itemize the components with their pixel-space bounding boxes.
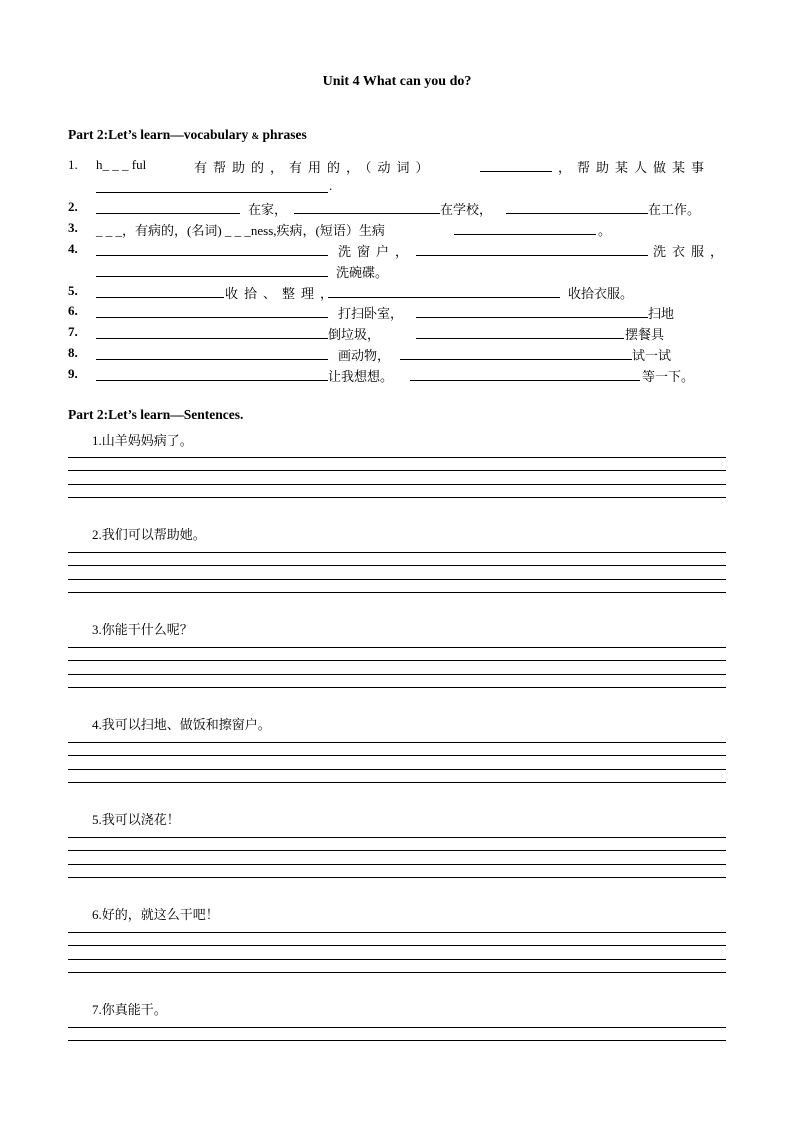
vocab-gloss: 收拾衣服。: [568, 286, 634, 301]
answer-blank[interactable]: [96, 345, 328, 360]
answer-blank[interactable]: [294, 199, 440, 214]
sentence-prompt: 4.我可以扫地、做饭和擦窗户。: [92, 717, 271, 732]
vocab-row-4-continued: [68, 262, 726, 282]
vocab-gloss: 有帮助的，有用的，（动词）: [194, 160, 435, 175]
vocab-number: 1.: [68, 157, 78, 172]
answer-blank[interactable]: [506, 199, 648, 214]
vocab-gloss: 让我想想。: [328, 369, 394, 384]
writing-line[interactable]: [68, 742, 726, 743]
vocab-gloss: 在工作。: [648, 202, 701, 217]
writing-line[interactable]: [68, 864, 726, 865]
vocab-row-2: [68, 199, 726, 219]
answer-blank[interactable]: [416, 324, 624, 339]
writing-line[interactable]: [68, 972, 726, 973]
writing-line[interactable]: [68, 932, 726, 933]
answer-blank[interactable]: [96, 366, 328, 381]
vocab-row-8: [68, 345, 726, 365]
vocab-gloss: 洗碗碟。: [336, 265, 389, 280]
vocab-row-5: [68, 283, 726, 303]
vocab-number: 8.: [68, 345, 78, 360]
vocab-section-heading: [68, 127, 307, 143]
sent-heading-main: Part 2:Let’s learn: [68, 407, 171, 422]
answer-blank[interactable]: [96, 324, 328, 339]
writing-line[interactable]: [68, 687, 726, 688]
writing-line[interactable]: [68, 552, 726, 553]
vocab-gloss: 扫地: [648, 306, 675, 321]
vocab-gloss: 。: [598, 223, 612, 238]
vocab-gloss: 在家，: [248, 202, 288, 217]
vocab-row-7: [68, 324, 726, 344]
vocab-gloss: 收拾、整理，: [225, 286, 340, 301]
sentence-prompt: 5.我可以浇花！: [92, 812, 180, 827]
sentence-prompt: 7.你真能干。: [92, 1002, 167, 1017]
sent-heading-tail: Sentences.: [183, 407, 244, 422]
vocab-gloss: 打扫卧室，: [338, 306, 404, 321]
writing-line[interactable]: [68, 484, 726, 485]
writing-line[interactable]: [68, 565, 726, 566]
vocab-gloss: 倒垃圾，: [328, 327, 381, 342]
writing-line[interactable]: [68, 782, 726, 783]
sentence-prompt: 6.好的，就这么干吧！: [92, 907, 219, 922]
writing-line[interactable]: [68, 959, 726, 960]
writing-line[interactable]: [68, 769, 726, 770]
vocab-number: 5.: [68, 283, 78, 298]
vocab-gloss: _ _ _，有病的，(名词) _ _ _ness,疾病，(短语）生病: [96, 223, 385, 238]
sentence-prompt: 1.山羊妈妈病了。: [92, 433, 193, 448]
writing-line[interactable]: [68, 497, 726, 498]
vocab-word: h_ _ _ ful: [96, 157, 147, 172]
sentence-prompt: 2.我们可以帮助她。: [92, 527, 206, 542]
writing-line[interactable]: [68, 592, 726, 593]
answer-blank[interactable]: [400, 345, 632, 360]
vocab-gloss: 洗衣服，: [653, 244, 730, 259]
vocab-gloss: 等一下。: [642, 369, 695, 384]
writing-line[interactable]: [68, 674, 726, 675]
vocab-heading-tail: vocabulary: [183, 127, 249, 142]
sentence-prompt: 3.你能干什么呢？: [92, 622, 193, 637]
writing-line[interactable]: [68, 1027, 726, 1028]
answer-blank[interactable]: [410, 366, 640, 381]
vocab-row-1: [68, 157, 726, 177]
answer-blank[interactable]: [416, 303, 648, 318]
vocab-heading-dash: —: [170, 127, 184, 142]
answer-blank[interactable]: [96, 303, 328, 318]
writing-line[interactable]: [68, 647, 726, 648]
writing-line[interactable]: [68, 660, 726, 661]
vocab-number: 9.: [68, 366, 78, 381]
vocab-gloss: 洗窗户，: [338, 244, 415, 259]
vocab-gloss: 摆餐具: [625, 327, 665, 342]
vocab-period: .: [329, 178, 333, 193]
writing-line[interactable]: [68, 850, 726, 851]
vocab-number: 2.: [68, 199, 78, 214]
writing-line[interactable]: [68, 877, 726, 878]
writing-line[interactable]: [68, 945, 726, 946]
vocab-number: 4.: [68, 241, 78, 256]
answer-blank[interactable]: [416, 241, 648, 256]
answer-blank[interactable]: [328, 283, 560, 298]
answer-blank[interactable]: [96, 283, 224, 298]
answer-blank[interactable]: [96, 178, 328, 193]
vocab-row-9: [68, 366, 726, 386]
writing-line[interactable]: [68, 470, 726, 471]
vocab-heading-main: Part 2:Let’s learn: [68, 127, 171, 142]
vocab-row-3: [68, 220, 726, 240]
vocab-gloss: ，帮助某人做某事: [558, 160, 711, 175]
vocab-gloss: 画动物，: [338, 348, 391, 363]
writing-line[interactable]: [68, 457, 726, 458]
vocab-row-4: [68, 241, 730, 261]
answer-blank[interactable]: [480, 157, 552, 172]
answer-blank[interactable]: [454, 220, 596, 235]
writing-line[interactable]: [68, 755, 726, 756]
vocab-gloss: 在学校，: [440, 202, 493, 217]
answer-blank[interactable]: [96, 241, 328, 256]
vocab-row-1-continued: [68, 178, 726, 198]
writing-line[interactable]: [68, 579, 726, 580]
answer-blank[interactable]: [96, 262, 328, 277]
vocab-row-6: [68, 303, 726, 323]
vocab-number: 7.: [68, 324, 78, 339]
sent-heading-dash: —: [170, 407, 184, 422]
writing-line[interactable]: [68, 837, 726, 838]
vocab-heading-amp: &: [251, 131, 260, 141]
vocab-number: 6.: [68, 303, 78, 318]
page-title: Unit 4 What can you do?: [322, 74, 472, 89]
answer-blank[interactable]: [96, 199, 240, 214]
writing-line[interactable]: [68, 1040, 726, 1041]
vocab-gloss: 试一试: [632, 348, 672, 363]
vocab-number: 3.: [68, 220, 78, 235]
vocab-heading-tail2: phrases: [262, 127, 307, 142]
sentences-section-heading: [68, 407, 243, 423]
